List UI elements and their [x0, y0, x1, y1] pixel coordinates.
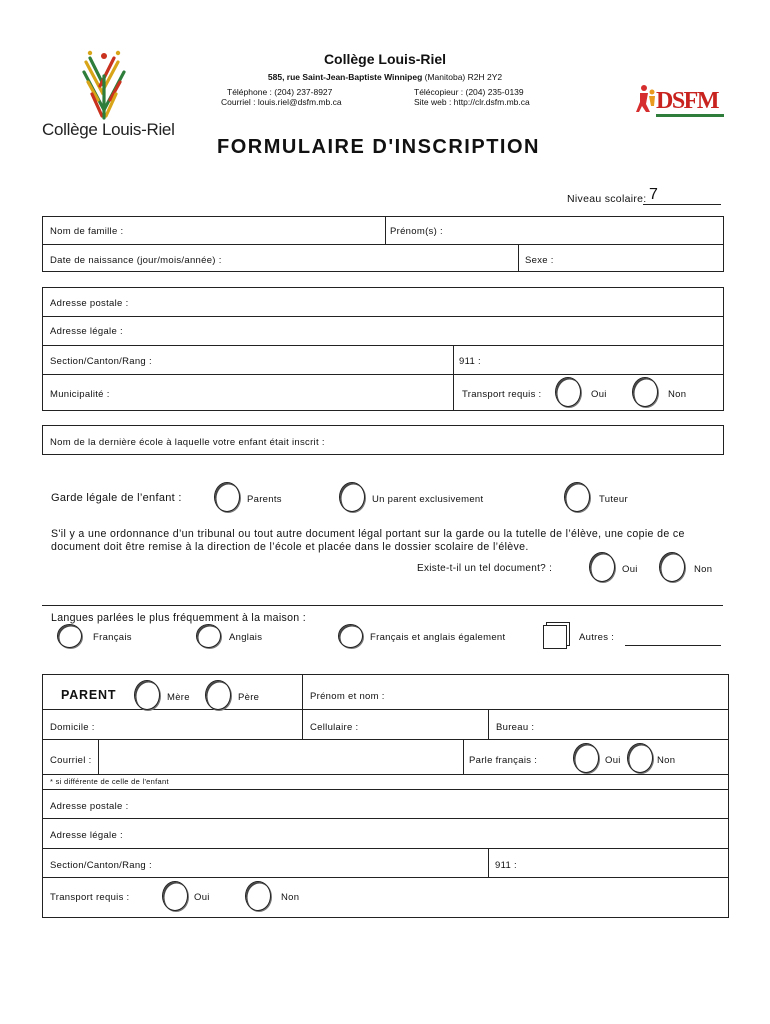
custody-label: Garde légale de l’enfant : — [51, 492, 182, 504]
birth-date-label: Date de naissance (jour/mois/année) : — [50, 255, 222, 266]
address-col-divider — [453, 345, 454, 411]
speaks-french-yes-label: Oui — [605, 755, 621, 766]
address-divider-1 — [42, 316, 724, 317]
custody-single-parent-radio[interactable] — [339, 482, 365, 512]
speaks-french-no-label: Non — [657, 755, 676, 766]
language-english-label: Anglais — [229, 632, 263, 643]
transport-no-label: Non — [668, 389, 687, 400]
parent-father-label: Père — [238, 692, 260, 703]
custody-document-no-label: Non — [694, 564, 713, 575]
parent-emergency-input[interactable] — [524, 853, 724, 873]
parent-postal-label: Adresse postale : — [50, 801, 129, 812]
transport-label: Transport requis : — [462, 389, 542, 400]
parent-col-divider-3 — [98, 739, 99, 774]
parent-mother-radio[interactable] — [134, 680, 160, 710]
parent-mother-label: Mère — [167, 692, 190, 703]
parent-divider-6 — [42, 848, 729, 849]
language-french-radio[interactable] — [57, 624, 82, 648]
speaks-french-label: Parle français : — [469, 755, 538, 766]
parent-transport-yes-label: Oui — [194, 892, 210, 903]
grade-value[interactable]: 7 — [649, 186, 658, 203]
cell-phone-input[interactable] — [362, 715, 484, 735]
parent-transport-label: Transport requis : — [50, 892, 130, 903]
parent-postal-input[interactable] — [130, 794, 725, 814]
parent-email-input[interactable] — [103, 746, 459, 768]
parent-name-label: Prénom et nom : — [310, 691, 385, 702]
parent-col-divider-4 — [463, 739, 464, 774]
custody-single-parent-label: Un parent exclusivement — [372, 494, 484, 505]
legal-address-label: Adresse légale : — [50, 326, 123, 337]
custody-guardian-radio[interactable] — [564, 482, 590, 512]
school-fax: Télécopieur : (204) 235-0139 — [414, 87, 524, 97]
language-french-label: Français — [93, 632, 132, 643]
parent-col-divider-5 — [488, 848, 489, 877]
transport-yes-label: Oui — [591, 389, 607, 400]
parent-email-label: Courriel : — [50, 755, 92, 766]
parent-transport-yes-radio[interactable] — [162, 881, 188, 911]
last-name-input[interactable] — [130, 220, 380, 240]
language-other-line[interactable] — [625, 645, 721, 646]
parent-col-divider-1 — [302, 674, 303, 739]
languages-label: Langues parlées le plus fréquemment à la maison : — [51, 612, 306, 624]
postal-address-input[interactable] — [130, 292, 720, 312]
parent-divider-2 — [42, 739, 729, 740]
parent-section-input[interactable] — [155, 853, 483, 873]
postal-address-label: Adresse postale : — [50, 298, 129, 309]
grade-underline — [643, 204, 721, 205]
school-address-street: 585, rue Saint-Jean-Baptiste Winnipeg — [267, 72, 423, 82]
office-phone-label: Bureau : — [496, 722, 535, 733]
parent-divider-5 — [42, 818, 729, 819]
student-row-divider — [42, 244, 724, 245]
home-phone-input[interactable] — [100, 715, 298, 735]
last-name-label: Nom de famille : — [50, 226, 124, 237]
speaks-french-yes-radio[interactable] — [573, 743, 599, 773]
legal-address-input[interactable] — [125, 320, 720, 340]
parent-transport-no-label: Non — [281, 892, 300, 903]
language-other-label: Autres : — [579, 632, 615, 643]
custody-parents-radio[interactable] — [214, 482, 240, 512]
parent-father-radio[interactable] — [205, 680, 231, 710]
parent-divider-3 — [42, 774, 729, 775]
grade-label: Niveau scolaire: — [567, 193, 647, 205]
custody-document-yes-radio[interactable] — [589, 552, 615, 582]
custody-notice: S'il y a une ordonnance d’un tribunal ou tout autre document légal portant sur la garde ou la tutelle de l’élève, une copie de ce document doit être remise à la direction de l’école et placée dans le dossier scolaire de l’élève. — [51, 528, 685, 553]
section-label: Section/Canton/Rang : — [50, 356, 152, 367]
emergency-input[interactable] — [488, 350, 718, 370]
custody-guardian-label: Tuteur — [599, 494, 628, 505]
parent-section-label: Section/Canton/Rang : — [50, 860, 152, 871]
sex-input[interactable] — [565, 249, 715, 269]
custody-document-yes-label: Oui — [622, 564, 638, 575]
emergency-label: 911 : — [459, 356, 481, 367]
address-divider-3 — [42, 374, 724, 375]
school-phone: Téléphone : (204) 237-8927 — [227, 87, 333, 97]
student-col-divider-1 — [385, 216, 386, 244]
parent-col-divider-2 — [488, 709, 489, 739]
parent-address-note: * si différente de celle de l'enfant — [50, 777, 169, 786]
office-phone-input[interactable] — [538, 715, 724, 735]
custody-parents-label: Parents — [247, 494, 282, 505]
parent-legal-label: Adresse légale : — [50, 830, 123, 841]
custody-document-question: Existe-t-il un tel document? : — [417, 563, 553, 574]
parent-name-input[interactable] — [388, 684, 724, 704]
dsfm-underline — [656, 114, 724, 117]
dsfm-logo — [636, 80, 726, 120]
last-school-input[interactable] — [330, 430, 718, 450]
student-col-divider-2 — [518, 244, 519, 272]
address-divider-2 — [42, 345, 724, 346]
birth-date-input[interactable] — [225, 249, 513, 269]
school-email: Courriel : louis.riel@dsfm.mb.ca — [221, 97, 342, 107]
parent-transport-no-radio[interactable] — [245, 881, 271, 911]
language-both-label: Français et anglais également — [370, 632, 506, 643]
language-both-radio[interactable] — [338, 624, 363, 648]
language-other-checkbox[interactable] — [543, 625, 567, 649]
school-website: Site web : http://clr.dsfm.mb.ca — [414, 97, 530, 107]
section-input[interactable] — [155, 350, 449, 370]
speaks-french-no-radio[interactable] — [627, 743, 653, 773]
municipality-input[interactable] — [115, 382, 449, 404]
form-title: FORMULAIRE D'INSCRIPTION — [217, 136, 540, 158]
school-address-city: (Manitoba) R2H 2Y2 — [422, 72, 503, 82]
language-english-radio[interactable] — [196, 624, 221, 648]
transport-yes-radio[interactable] — [555, 377, 581, 407]
parent-divider-4 — [42, 789, 729, 790]
cell-phone-label: Cellulaire : — [310, 722, 359, 733]
parent-legal-input[interactable] — [125, 823, 725, 843]
sex-label: Sexe : — [525, 255, 554, 266]
parent-divider-7 — [42, 877, 729, 878]
parent-emergency-label: 911 : — [495, 860, 517, 871]
dsfm-logo-text: DSFM — [656, 88, 718, 114]
custody-document-no-radio[interactable] — [659, 552, 685, 582]
home-phone-label: Domicile : — [50, 722, 95, 733]
first-name-input[interactable] — [448, 220, 718, 240]
parent-heading: PARENT — [61, 688, 117, 702]
municipality-label: Municipalité : — [50, 389, 110, 400]
custody-divider — [42, 605, 723, 606]
school-name: Collège Louis-Riel — [323, 51, 447, 67]
logo-text: Collège Louis-Riel — [42, 120, 175, 139]
first-name-label: Prénom(s) : — [390, 226, 443, 237]
last-school-label: Nom de la dernière école à laquelle votre enfant était inscrit : — [50, 437, 325, 448]
transport-no-radio[interactable] — [632, 377, 658, 407]
